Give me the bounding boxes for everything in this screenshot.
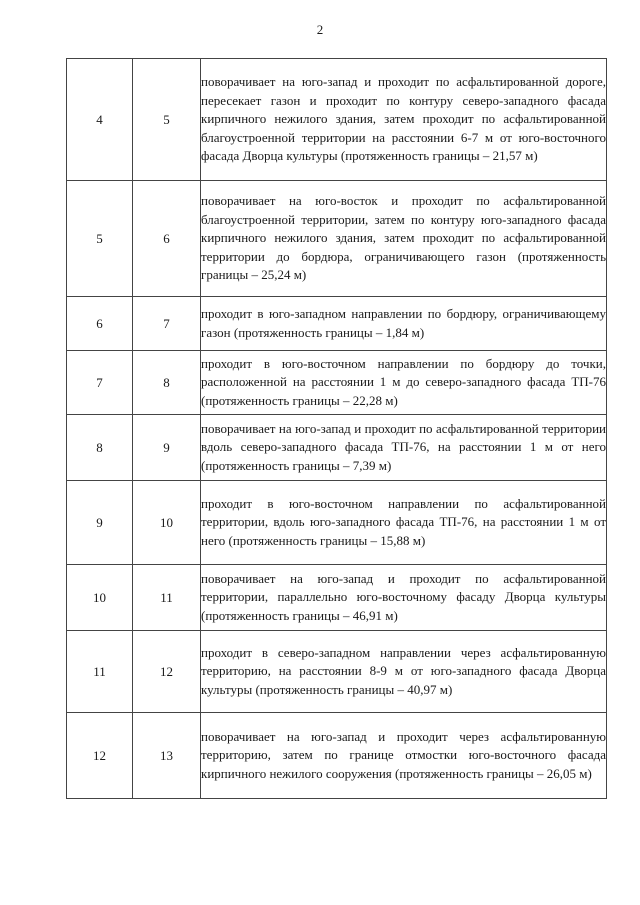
point-from: 10: [67, 565, 133, 631]
boundary-description: проходит в северо-западном направлении через асфальтированную территорию, на расстоянии 8-9 м от юго-западного фасада Дворца культуры (протяженность границы – 40,97 м): [201, 631, 607, 713]
boundary-description: проходит в юго-западном направлении по бордюру, ограничивающему газон (протяженность границы – 1,84 м): [201, 297, 607, 351]
table-row: [67, 481, 607, 565]
table-row: [67, 631, 607, 713]
point-to: 8: [133, 351, 201, 415]
table-row: [67, 565, 607, 631]
table-row: [67, 351, 607, 415]
point-to: 13: [133, 713, 201, 799]
point-from: 4: [67, 59, 133, 181]
table-row: [67, 297, 607, 351]
page-number: 2: [316, 22, 324, 37]
point-to: 10: [133, 481, 201, 565]
boundary-description: поворачивает на юго-запад и проходит через асфальтированную территорию, затем по границе отмостки юго-восточного фасада кирпичного нежилого сооружения (протяженность границы – 26,05 м): [201, 713, 607, 799]
table-row: [67, 59, 607, 181]
point-to: 9: [133, 415, 201, 481]
boundary-description: поворачивает на юго-запад и проходит по асфальтированной территории вдоль северо-западного фасада ТП-76, на расстоянии 1 м от него (протяженность границы – 7,39 м): [201, 415, 607, 481]
point-from: 12: [67, 713, 133, 799]
boundary-description: проходит в юго-восточном направлении по асфальтированной территории, вдоль юго-западного фасада ТП-76, на расстоянии 1 м от него (протяженность границы – 15,88 м): [201, 481, 607, 565]
boundary-table: [66, 58, 607, 799]
boundary-description: проходит в юго-восточном направлении по бордюру до точки, расположенной на расстоянии 1 м до северо-западного фасада ТП-76 (протяженность границы – 22,28 м): [201, 351, 607, 415]
point-from: 9: [67, 481, 133, 565]
table-row: [67, 181, 607, 297]
point-from: 7: [67, 351, 133, 415]
point-to: 6: [133, 181, 201, 297]
boundary-description: поворачивает на юго-запад и проходит по асфальтированной дороге, пересекает газон и проходит по контуру северо-западного фасада кирпичного нежилого здания, затем проходит по асфальтированной благоустроенной территории на расстоянии 6-7 м от юго-восточного фасада Дворца культуры (протяженность границы – 21,57 м): [201, 59, 607, 181]
point-from: 6: [67, 297, 133, 351]
point-to: 5: [133, 59, 201, 181]
point-from: 11: [67, 631, 133, 713]
table-row: [67, 713, 607, 799]
point-from: 5: [67, 181, 133, 297]
point-to: 11: [133, 565, 201, 631]
point-to: 12: [133, 631, 201, 713]
point-from: 8: [67, 415, 133, 481]
boundary-description: поворачивает на юго-запад и проходит по асфальтированной территории, параллельно юго-восточному фасаду Дворца культуры (протяженность границы – 46,91 м): [201, 565, 607, 631]
point-to: 7: [133, 297, 201, 351]
table-row: [67, 415, 607, 481]
boundary-description: поворачивает на юго-восток и проходит по асфальтированной благоустроенной территории, затем по контуру юго-западного фасада кирпичного нежилого здания, затем проходит по асфальтированной территории до бордюра, ограничивающего газон (протяженность границы – 25,24 м): [201, 181, 607, 297]
